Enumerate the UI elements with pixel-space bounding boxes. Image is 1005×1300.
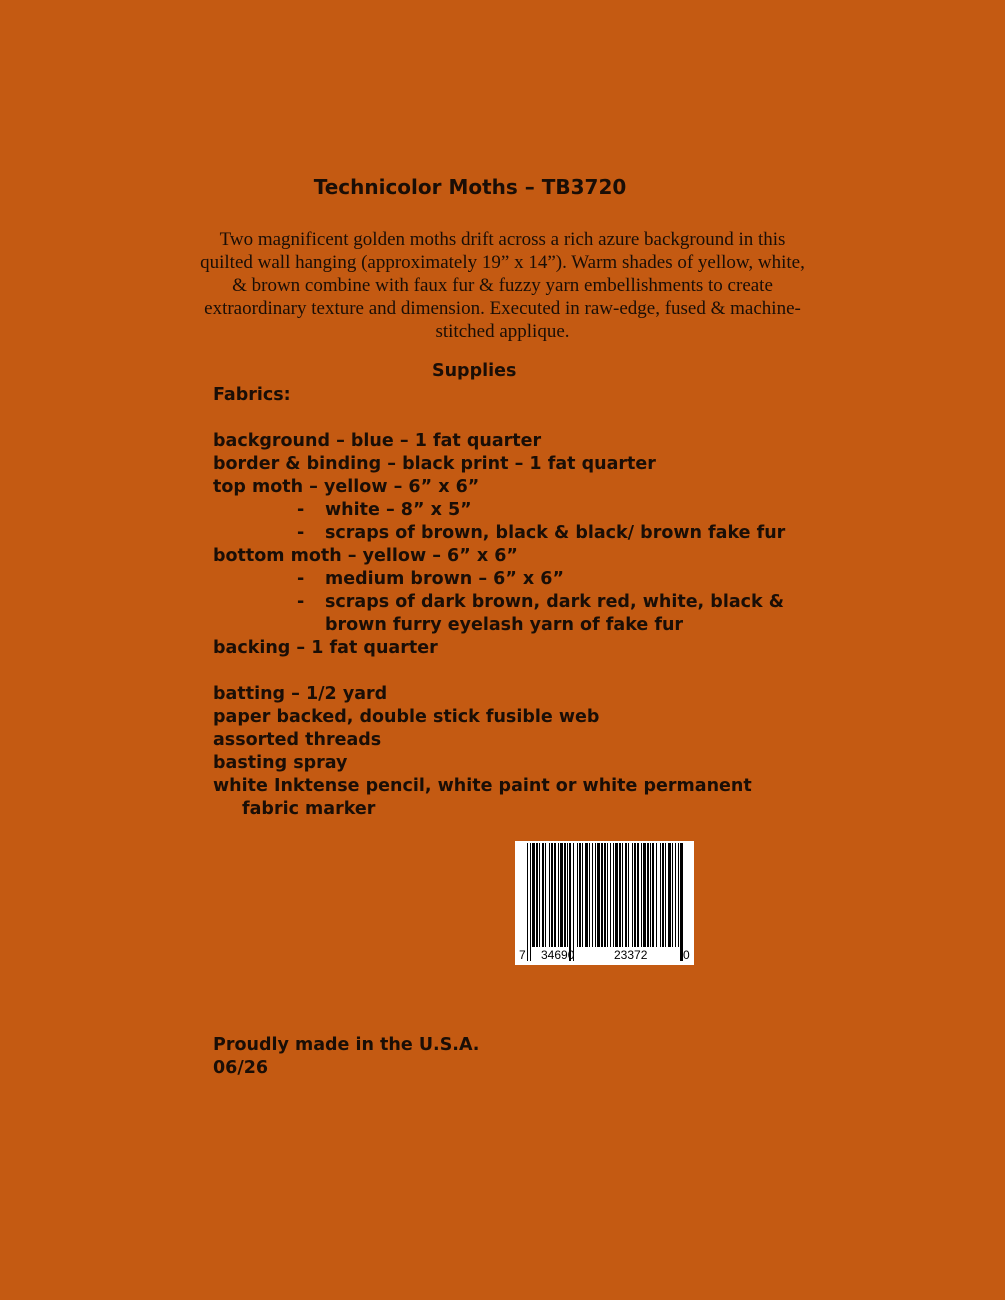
upc-barcode <box>515 841 694 965</box>
barcode-bar <box>652 843 654 947</box>
dash-marker: - <box>297 592 305 612</box>
barcode-bar <box>527 843 528 961</box>
barcode-bar <box>579 843 581 947</box>
list-subitem <box>213 499 785 522</box>
barcode-bar <box>569 843 571 961</box>
list-subitem-text: medium brown – 6” x 6” <box>325 569 564 589</box>
supplies-heading: Supplies <box>432 361 517 381</box>
dash-marker: - <box>297 523 305 543</box>
list-item-continuation: fabric marker <box>242 799 376 819</box>
list-item: background – blue – 1 fat quarter <box>213 431 542 451</box>
barcode-bar <box>613 843 614 947</box>
barcode-digit-check: 0 <box>683 948 690 962</box>
list-item: top moth – yellow – 6” x 6” <box>213 477 480 497</box>
barcode-bar <box>637 843 639 947</box>
list-subitem-continuation: brown furry eyelash yarn of fake fur <box>325 615 684 635</box>
barcode-bar <box>549 843 550 947</box>
barcode-bar <box>615 843 618 947</box>
barcode-bar <box>567 843 568 947</box>
pattern-title: Technicolor Moths – TB3720 <box>313 175 627 199</box>
supplies-list <box>213 384 785 821</box>
barcode-bar <box>678 843 679 947</box>
list-item: basting spray <box>213 753 348 773</box>
barcode-bar <box>585 843 588 947</box>
barcode-bar <box>625 843 627 947</box>
barcode-bar <box>530 843 531 961</box>
list-item: assorted threads <box>213 730 382 750</box>
barcode-bar <box>564 843 566 947</box>
barcode-bar <box>554 843 556 947</box>
dash-marker: - <box>297 569 305 589</box>
barcode-bar <box>573 843 574 961</box>
list-item: white Inktense pencil, white paint or white permanent <box>213 776 752 796</box>
barcode-bar <box>643 843 646 947</box>
barcode-digits-left: 34690 <box>541 948 575 962</box>
barcode-bar <box>662 843 664 947</box>
list-item: batting – 1/2 yard <box>213 684 388 704</box>
fabrics-label: Fabrics: <box>213 385 291 405</box>
barcode-bar <box>634 843 636 947</box>
barcode-bar <box>536 843 538 947</box>
barcode-bar <box>604 843 606 947</box>
barcode-bar <box>577 843 578 947</box>
barcode-bar <box>619 843 621 947</box>
list-subitem <box>213 522 785 545</box>
barcode-bar <box>558 843 559 947</box>
barcode-digits-right: 23372 <box>614 948 648 962</box>
barcode-bar <box>595 843 596 947</box>
pattern-description: Two magnificent golden moths drift across a rich azure background in this quilted wall hanging (approximately 19” x 14”). Warm shades of yellow, white, & brown combine with faux fur & fuzzy yarn embellishments to create extraordinary texture and dimension. Executed in raw-edge, fused & machine-stitched applique. <box>200 229 805 342</box>
list-subitem <box>213 568 785 591</box>
barcode-bar <box>542 843 544 947</box>
barcode-bar <box>656 843 657 947</box>
barcode-bar <box>589 843 590 947</box>
list-item: border & binding – black print – 1 fat quarter <box>213 454 656 474</box>
barcode-bars <box>515 841 694 965</box>
barcode-bar <box>641 843 642 947</box>
barcode-bar <box>647 843 649 947</box>
barcode-bar <box>680 843 683 961</box>
barcode-bar <box>622 843 623 947</box>
barcode-bar <box>592 843 593 947</box>
barcode-bar <box>632 843 633 947</box>
barcode-bar <box>551 843 553 947</box>
barcode-bar <box>672 843 673 947</box>
barcode-bar <box>560 843 563 947</box>
barcode-bar <box>607 843 608 947</box>
list-subitem-text: scraps of dark brown, dark red, white, black & <box>325 592 784 612</box>
barcode-bar <box>539 843 540 947</box>
barcode-bar <box>628 843 629 947</box>
barcode-bar <box>665 843 666 947</box>
list-item: paper backed, double stick fusible web <box>213 707 600 727</box>
barcode-bar <box>668 843 671 947</box>
barcode-bar <box>582 843 583 947</box>
barcode-bar <box>660 843 661 947</box>
list-subitem <box>213 591 785 614</box>
list-subitem-text: white – 8” x 5” <box>325 500 472 520</box>
footer-date: 06/26 <box>213 1058 269 1078</box>
dash-marker: - <box>297 500 305 520</box>
footer <box>213 1034 479 1080</box>
list-subitem-text: scraps of brown, black & black/ brown fake fur <box>325 523 786 543</box>
list-item: bottom moth – yellow – 6” x 6” <box>213 546 518 566</box>
barcode-bar <box>675 843 676 947</box>
barcode-digit-system: 7 <box>519 948 526 962</box>
barcode-bar <box>545 843 546 947</box>
list-item: backing – 1 fat quarter <box>213 638 438 658</box>
barcode-bar <box>610 843 611 947</box>
barcode-bar <box>532 843 535 947</box>
barcode-bar <box>650 843 651 947</box>
barcode-bar <box>597 843 600 947</box>
made-in-usa: Proudly made in the U.S.A. <box>213 1035 480 1055</box>
barcode-bar <box>601 843 603 947</box>
